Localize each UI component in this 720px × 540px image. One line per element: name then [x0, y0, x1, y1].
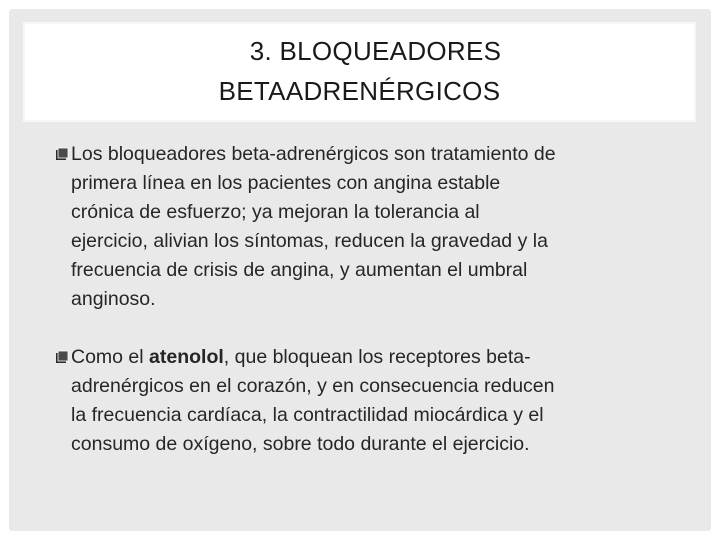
- bullet-text: [71, 346, 554, 455]
- title-box: [23, 22, 696, 122]
- bullet-item: [55, 140, 685, 314]
- bullet-text-start: Como el: [71, 346, 150, 368]
- title-line-1: 3. BLOQUEADORES: [249, 36, 502, 66]
- slide-content: [55, 140, 685, 488]
- bullet-bold-term: atenolol: [149, 346, 224, 368]
- bullet-item: [55, 343, 685, 459]
- bullet-text: Los bloqueadores beta-adrenérgicos son tratamiento de primera línea en los pacientes con angina estable crónica de esfuerzo; ya mejoran la tolerancia al ejercicio, alivian los síntomas, reducen la gravedad y la frecuencia de crisis de angina, y aumentan el umbral anginoso.: [71, 143, 556, 310]
- bullet-text-rest: , que bloquean los receptores beta- adrenérgicos en el corazón, y en consecuencia reducen la frecuencia cardíaca, la contractilidad miocárdica y el consumo de oxígeno, sobre todo durante el ejercicio.: [71, 346, 555, 455]
- square-bullet-icon: [55, 350, 69, 364]
- square-bullet-icon: [55, 147, 69, 161]
- title-line-2: BETAADRENÉRGICOS: [218, 76, 501, 106]
